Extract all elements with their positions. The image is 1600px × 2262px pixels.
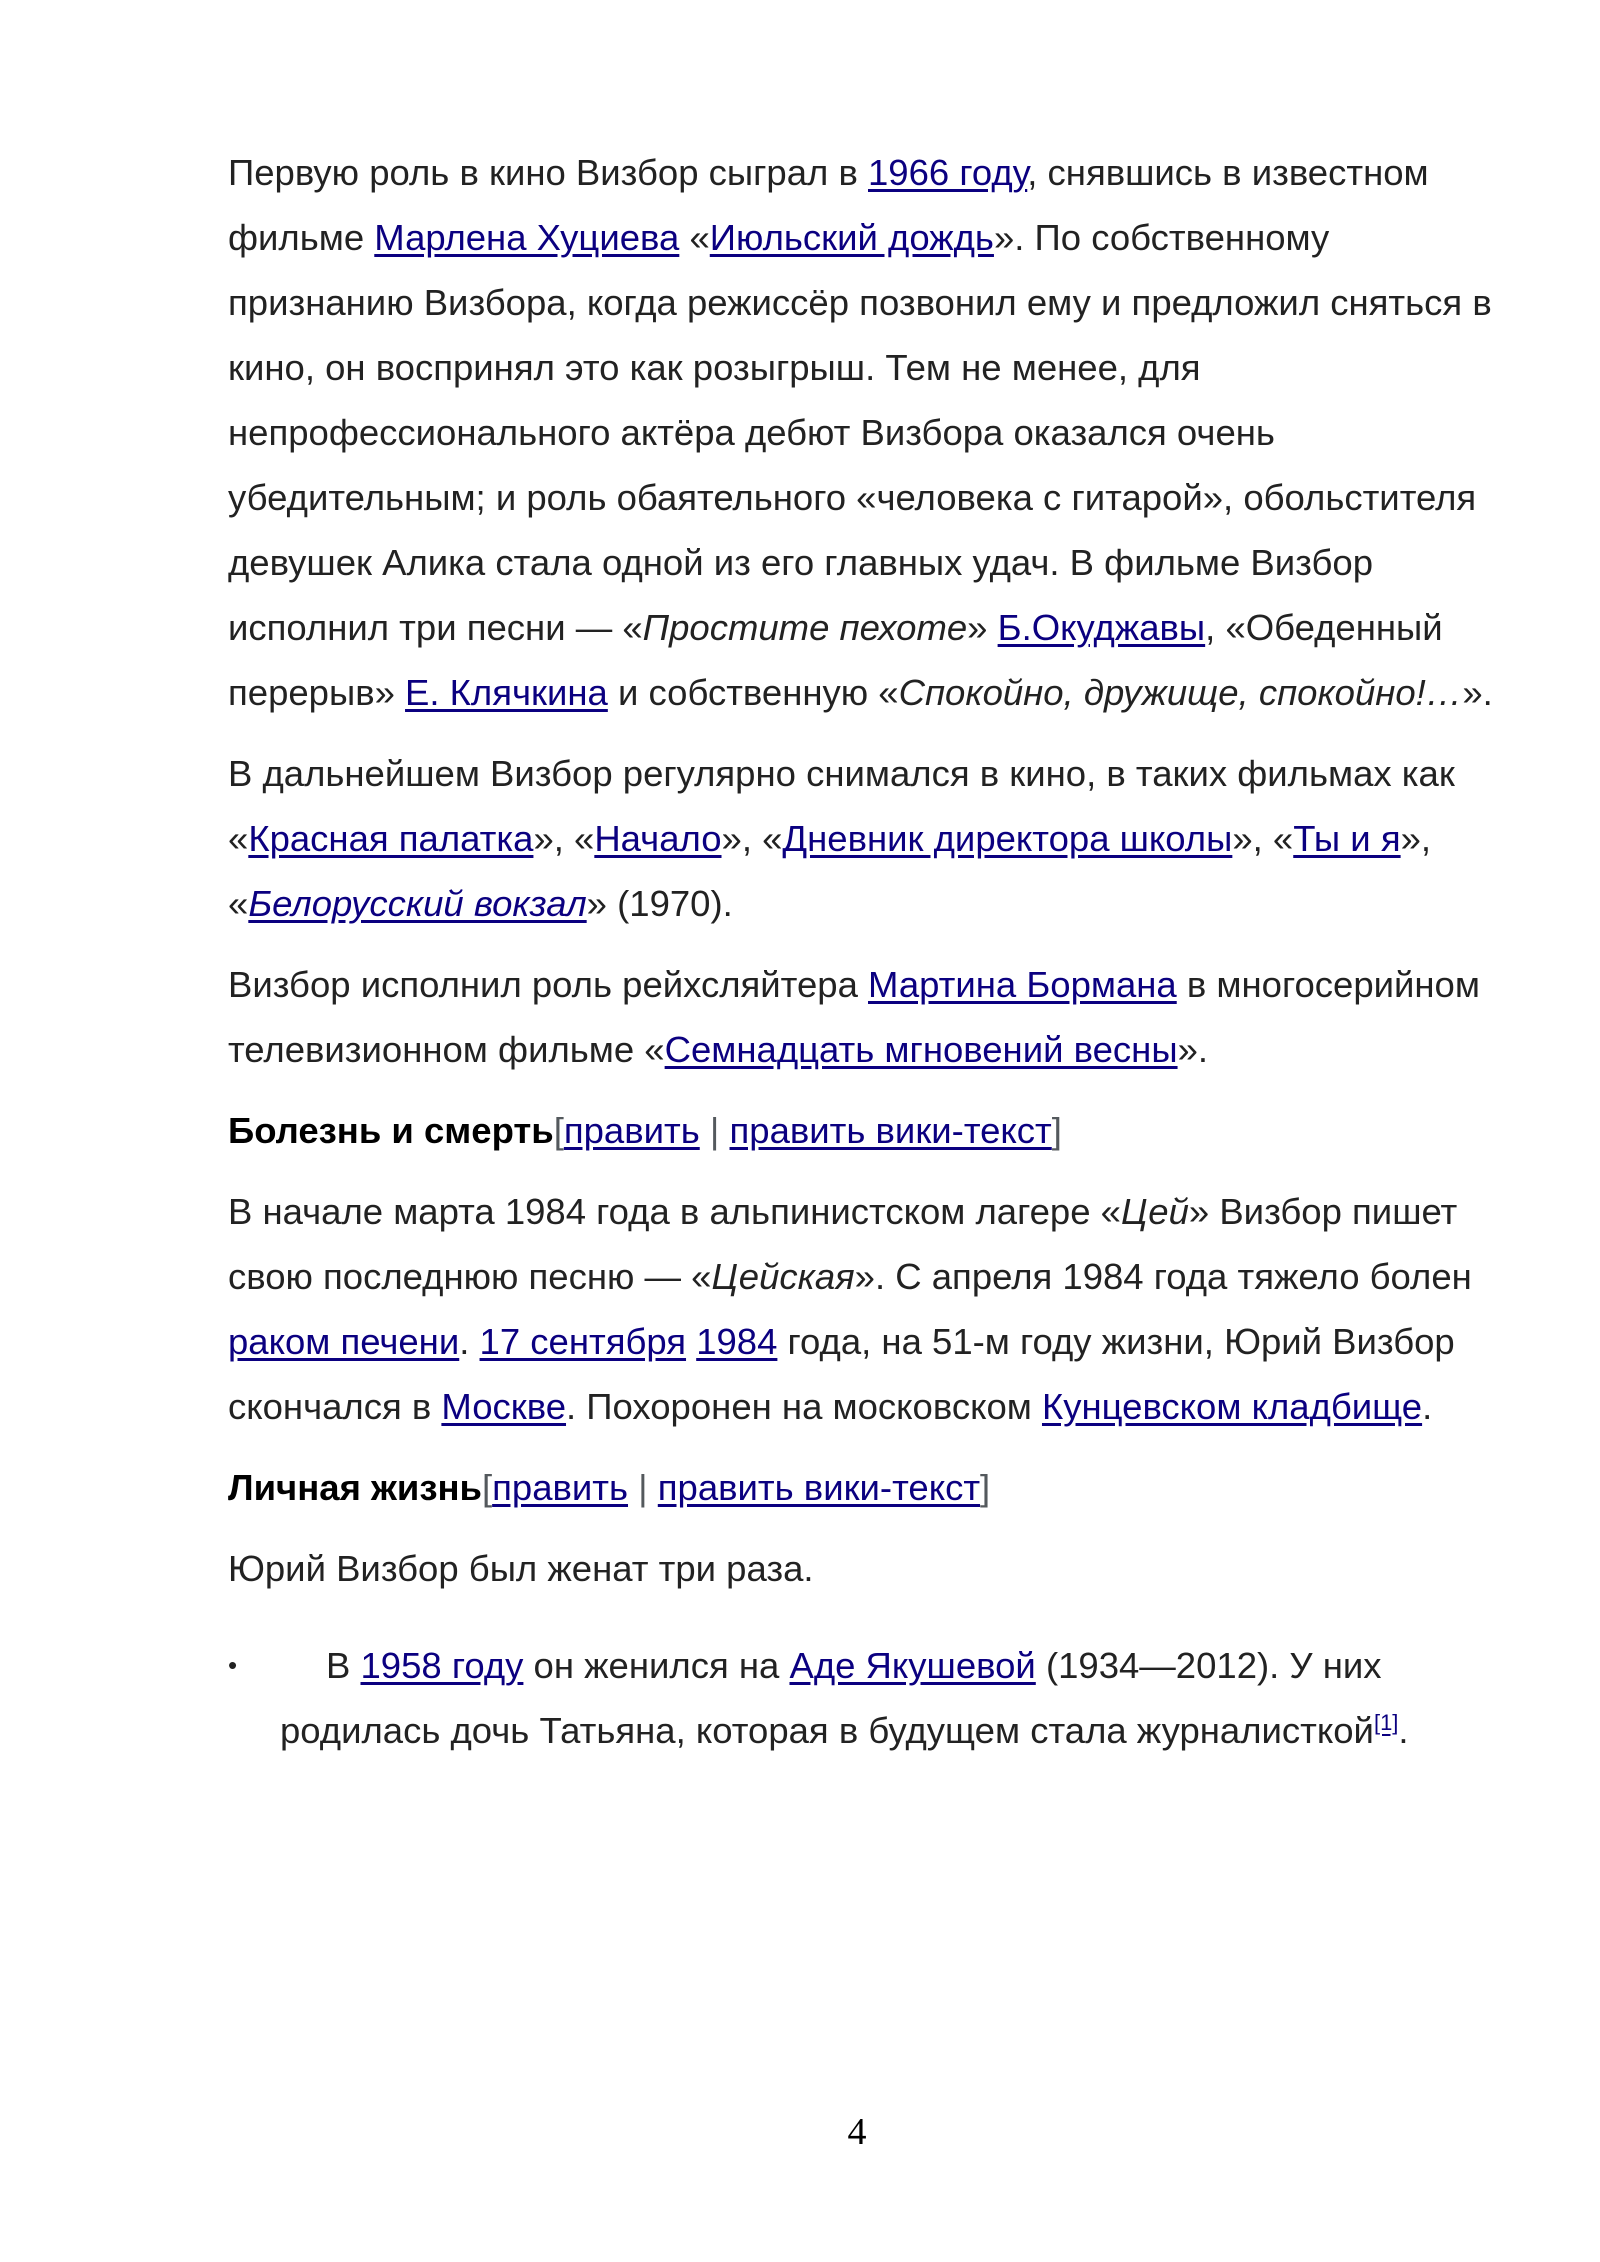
text: года, на 51-м году жизни, Юрий Визбор скончался в <box>228 1321 1455 1427</box>
text: ». По собственному признанию Визбора, когда режиссёр позвонил ему и предложил сняться в кино, он воспринял это как розыгрыш. Тем не менее, для непрофессионального актёра дебют Визбора оказался очень убедительным; и роль обаятельного «человека с гитарой», обольстителя девушек Алика стала одной из его главных удач. В фильме Визбор исполнил три песни — « <box>228 217 1492 648</box>
bracket-close: ] <box>1051 1110 1062 1151</box>
marriages-list <box>228 1633 1498 1763</box>
bullet-icon: • <box>228 1650 238 1680</box>
paragraph-marriages-intro: Юрий Визбор был женат три раза. <box>228 1548 814 1589</box>
text: », « <box>228 818 1432 924</box>
text: Визбор исполнил роль рейхсляйтера <box>228 964 869 1005</box>
text: и собственную « <box>607 672 899 713</box>
text: он женился на <box>523 1645 790 1686</box>
link-iyulskiy-dozhd[interactable]: Июльский дождь <box>709 217 994 258</box>
text: », « <box>533 818 595 859</box>
section-heading-personal-life <box>228 1455 1498 1520</box>
separator: | <box>699 1110 730 1151</box>
paragraph-filmography <box>228 741 1498 936</box>
film-title: Белорусский вокзал <box>248 883 587 924</box>
song-title: Спокойно, дружище, спокойно!… <box>898 672 1463 713</box>
reference-link[interactable]: [1] <box>1373 1709 1399 1735</box>
text: , «Обеденный перерыв» <box>228 607 1443 713</box>
text: » <box>967 607 998 648</box>
link-1984[interactable]: 1984 <box>696 1321 778 1362</box>
link-rak-pecheni[interactable]: раком печени <box>228 1321 460 1362</box>
section-heading-illness-death <box>228 1098 1498 1163</box>
edit-section-button[interactable]: править <box>563 1110 700 1151</box>
link-1958[interactable]: 1958 году <box>360 1645 524 1686</box>
camp-name: Цей <box>1120 1191 1189 1232</box>
bracket-open: [ <box>481 1467 493 1508</box>
link-17-sentyabrya[interactable]: 17 сентября <box>479 1321 687 1362</box>
text: » (1970). <box>586 883 733 924</box>
song-title: Простите пехоте <box>642 607 968 648</box>
text: В <box>326 1645 361 1686</box>
link-krasnaya-palatka[interactable]: Красная палатка <box>248 818 534 859</box>
link-belorusskiy-vokzal[interactable] <box>248 883 586 924</box>
link-ty-i-ya[interactable]: Ты и я <box>1293 818 1401 859</box>
text: в многосерийном телевизионном фильме « <box>228 964 1480 1070</box>
text: Первую роль в кино Визбор сыграл в <box>228 152 868 193</box>
text: , снявшись в известном фильме <box>228 152 1429 258</box>
text: . <box>1398 1710 1409 1751</box>
edit-source-button[interactable]: править вики-текст <box>729 1110 1052 1151</box>
bracket-close: ] <box>980 1467 991 1508</box>
text: . Похоронен на московском <box>566 1386 1042 1427</box>
bracket-open: [ <box>553 1110 564 1151</box>
paragraph-film-debut <box>228 140 1498 725</box>
paragraph-death <box>228 1179 1498 1439</box>
list-item <box>228 1633 1498 1763</box>
link-okudzhava[interactable]: Б.Окуджавы <box>997 607 1206 648</box>
text: ». С апреля 1984 года тяжело болен <box>854 1256 1472 1297</box>
link-kuntsevskoe-kladbishche[interactable]: Кунцевском кладбище <box>1041 1386 1423 1427</box>
text: », « <box>721 818 783 859</box>
link-ada-yakusheva[interactable]: Аде Якушевой <box>789 1645 1036 1686</box>
text: (1934—2012). У них родилась дочь Татьяна, которая в будущем стала журналисткой <box>280 1645 1382 1751</box>
link-nachalo[interactable]: Начало <box>594 818 722 859</box>
separator: | <box>628 1467 658 1508</box>
text: ». <box>1462 672 1493 713</box>
text: » Визбор пишет свою последнюю песню — « <box>228 1191 1458 1297</box>
link-khutsiev[interactable]: Марлена Хуциева <box>374 217 680 258</box>
edit-section-button[interactable]: править <box>492 1467 629 1508</box>
text: ». <box>1177 1029 1209 1070</box>
text: », « <box>1232 818 1294 859</box>
text: « <box>679 217 710 258</box>
link-bormann[interactable]: Мартина Бормана <box>868 964 1177 1005</box>
link-moskva[interactable]: Москве <box>441 1386 567 1427</box>
text: В начале марта 1984 года в альпинистском лагере « <box>228 1191 1121 1232</box>
edit-source-button[interactable]: править вики-текст <box>657 1467 981 1508</box>
heading-title: Личная жизнь <box>228 1467 482 1508</box>
paragraph-bormann-role <box>228 952 1498 1082</box>
text <box>686 1321 696 1362</box>
text: . <box>1422 1386 1433 1427</box>
link-klyachkin[interactable]: Е. Клячкина <box>405 672 608 713</box>
article-body <box>228 140 1498 1763</box>
text: . <box>459 1321 480 1362</box>
link-dnevnik-direktora[interactable]: Дневник директора школы <box>782 818 1233 859</box>
link-1966[interactable]: 1966 году <box>868 152 1028 193</box>
link-semnadtsat-mgnoveniy[interactable]: Семнадцать мгновений весны <box>664 1029 1178 1070</box>
page-number: 4 <box>847 2111 867 2153</box>
heading-title: Болезнь и смерть <box>228 1110 554 1151</box>
song-title: Цейская <box>711 1256 855 1297</box>
text: В дальнейшем Визбор регулярно снимался в кино, в таких фильмах как « <box>228 753 1455 859</box>
